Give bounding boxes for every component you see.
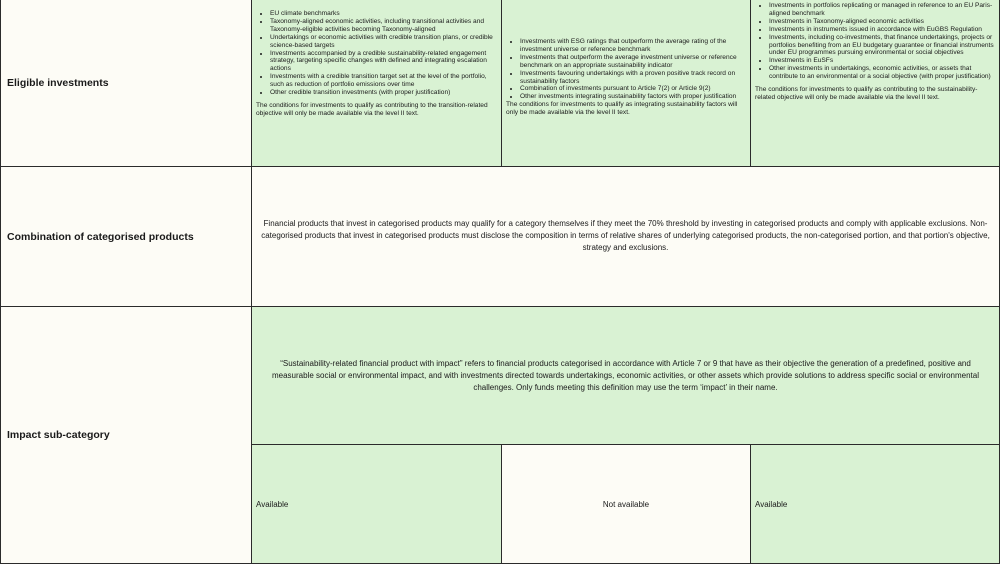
- combination-label: Combination of categorised products: [7, 230, 194, 243]
- sustainability-note: The conditions for investments to qualify as contributing to the sustainability-related objective will only be made available via the level II text.: [755, 86, 978, 101]
- list-item: • Other credible transition investments (with proper justification): [270, 89, 497, 97]
- combination-text-cell: [251, 166, 1000, 307]
- list-item: • Investments with a credible transition target set at the level of the portfolio, such as reduction of portfolio emissions over time: [270, 73, 497, 89]
- impact-availability-transition: [251, 444, 502, 564]
- eligible-col-esg: [501, 0, 751, 167]
- impact-definition-cell: [251, 306, 1000, 445]
- impact-label: Impact sub-category: [7, 429, 110, 441]
- list-item: • Other investments in undertakings, economic activities, or assets that contribute to an environmental or a social objective (with proper justification): [769, 65, 995, 81]
- availability-value: Available: [755, 499, 788, 509]
- row-label-combination: [0, 166, 252, 307]
- esg-note: The conditions for investments to qualify as integrating sustainability factors will only be made available via the level II text.: [506, 101, 738, 117]
- transition-list: [256, 10, 497, 97]
- impact-availability-esg: [501, 444, 751, 564]
- eligible-col-transition: [251, 0, 502, 167]
- list-item: • EU climate benchmarks: [270, 10, 497, 18]
- availability-value: Available: [256, 499, 289, 509]
- list-item: • Investments in portfolios replicating or managed in reference to an EU Paris-aligned benchmark: [769, 2, 995, 18]
- availability-value: Not available: [602, 499, 650, 509]
- sustainability-list: [755, 2, 995, 81]
- list-item: • Investments that outperform the average investment universe or reference benchmark on an appropriate sustainability indicator: [520, 54, 746, 70]
- impact-availability-sustainability: [750, 444, 1000, 564]
- list-item: • Taxonomy-aligned economic activities, including transitional activities and Taxonomy-eligible activities becoming Taxonomy-aligned: [270, 18, 497, 34]
- row-label-eligible-investments: [0, 0, 252, 167]
- transition-note: The conditions for investments to qualify as contributing to the transition-related objective will only be made available via the level II text.: [256, 101, 488, 117]
- combination-text: Financial products that invest in categorised products may qualify for a category themselves if they meet the 70% threshold by investing in categorised products and comply with applicable exclusions. Non-categorised products that invest in categorised products must disclose the composition in terms of relative shares of underlying categorised products, the non-categorised portion, and that portion's objective, strategy and exclusions.: [261, 219, 990, 252]
- list-item: • Undertakings or economic activities with credible transition plans, or credible science-based targets: [270, 34, 497, 50]
- eligible-investments-label: Eligible investments: [7, 77, 109, 89]
- list-item: • Investments in EuSFs: [769, 57, 995, 65]
- list-item: • Combination of investments pursuant to Article 7(2) or Article 9(2): [520, 85, 746, 93]
- list-item: • Investments favouring undertakings with a proven positive track record on sustainability factors: [520, 70, 746, 86]
- eligible-col-sustainability: [750, 0, 1000, 167]
- list-item: • Other investments integrating sustainability factors with proper justification: [520, 93, 746, 101]
- list-item: • Investments, including co-investments, that finance undertakings, projects or portfolios benefiting from an EU budgetary guarantee or financial instruments under EU programmes pursuing environmental or social objectives: [769, 34, 995, 58]
- list-item: • Investments with ESG ratings that outperform the average rating of the investment universe or reference benchmark: [520, 38, 746, 54]
- list-item: • Investments in Taxonomy-aligned economic activities: [769, 18, 995, 26]
- impact-definition-text: “Sustainability-related financial product with impact” refers to financial products categorised in accordance with Article 7 or 9 that have as their objective the generation of a predefined, positive and measurable social or environmental impact, and with investments directed towards undertakings, economic activities, or other assets which provide solutions to address specific social or environmental challenges. Only funds meeting this definition may use the term ‘impact’ in their name.: [271, 359, 979, 392]
- list-item: • Investments in instruments issued in accordance with EuGBS Regulation: [769, 26, 995, 34]
- esg-list: [506, 38, 746, 101]
- list-item: • Investments accompanied by a credible sustainability-related engagement strategy, targeting specific changes with defined and integrating escalation actions: [270, 50, 497, 74]
- row-label-impact: [0, 306, 252, 564]
